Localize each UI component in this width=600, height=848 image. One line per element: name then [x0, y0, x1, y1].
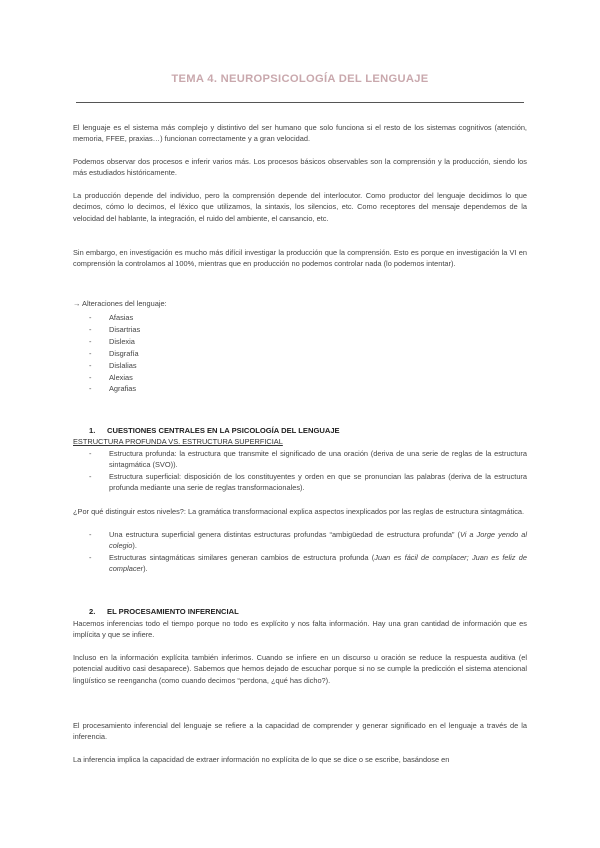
section-2-paragraph-4: La inferencia implica la capacidad de extraer información no explícita de lo que se dice o se escribe, basándose en — [73, 755, 450, 764]
section-1-heading — [89, 426, 340, 435]
section-1-title: CUESTIONES CENTRALES EN LA PSICOLOGÍA DEL LENGUAJE — [107, 426, 340, 435]
list-item — [89, 529, 527, 552]
example-1-italic: Vi a Jorge yendo al colegio — [109, 530, 527, 551]
section-2-title: EL PROCESAMIENTO INFERENCIAL — [107, 607, 239, 616]
section-1-number: 1. — [89, 426, 96, 435]
section-2-paragraph-1: Hacemos inferencias todo el tiempo porque no todo es explícito y nos falta información. Hay una gran cantidad de información que es implícita y que se infiere. — [73, 619, 527, 640]
list-item: - Alexias — [89, 372, 140, 384]
list-item: - Dislexia — [89, 336, 140, 348]
intro-paragraph-2: Podemos observar dos procesos e inferir varios más. Los procesos básicos observables son la comprensión y la producción, siendo los más estudiados históricamente. — [73, 157, 527, 178]
alteraciones-list — [89, 312, 140, 395]
list-item: - Agrafias — [89, 383, 140, 395]
example-2-end: ). — [143, 564, 148, 574]
intro-paragraph-1: El lenguaje es el sistema más complejo y distintivo del ser humano que solo funciona si el resto de los sistemas cognitivos (atención, memoria, FFEE, praxias…) funcionan correctamente y a gran velocidad. — [73, 123, 527, 144]
page-title: TEMA 4. NEUROPSICOLOGÍA DEL LENGUAJE — [171, 73, 429, 85]
alteraciones-intro: → Alteraciones del lenguaje: — [73, 299, 167, 308]
section-2-heading — [89, 607, 239, 616]
title-divider — [76, 102, 524, 103]
example-2-italic: Juan es fácil de complacer; Juan es feliz de complacer — [109, 552, 527, 574]
section-2-number: 2. — [89, 607, 96, 616]
intro-paragraph-3: La producción depende del individuo, pero la comprensión depende del interlocutor. Como productor del lenguaje decidimos lo que decimos, cómo lo decimos, el léxico que utilizamos, la sintaxis, los silencios, etc. Como receptores del mensaje dependemos de la velocidad del hablante, la integración, el ruido del ambiente, el cansancio, etc. — [73, 191, 527, 223]
example-1-text: Una estructura superficial genera distintas estructuras profundas “ambigüedad de estructura profunda” ( — [109, 530, 460, 539]
examples-list — [89, 529, 527, 575]
list-item: - Disgrafía — [89, 348, 140, 360]
list-item: - Afasias — [89, 312, 140, 324]
example-2-text: Estructuras sintagmáticas similares generan cambios de estructura profunda ( — [109, 552, 375, 562]
intro-paragraph-4: Sin embargo, en investigación es mucho más difícil investigar la producción que la comprensión. Esto es porque en investigación la VI en comprensión la controlamos al 100%, mientras que en producción no podemos controlar nada (lo podemos intentar). — [73, 248, 527, 269]
list-item: - Estructura superficial: disposición de los constituyentes y orden en que se pronuncian las palabras (deriva de la estructura profunda mediante una serie de reglas transformacionales). — [89, 471, 527, 494]
estructura-list — [89, 448, 527, 494]
list-item: - Dislalias — [89, 360, 140, 372]
section-2-paragraph-3: El procesamiento inferencial del lenguaje se refiere a la capacidad de comprender y generar significado en el lenguaje a través de la inferencia. — [73, 721, 527, 742]
list-item — [89, 552, 527, 575]
section-1-question: ¿Por qué distinguir estos niveles?: La gramática transformacional explica aspectos inexplicados por las reglas de estructura sintagmática. — [73, 507, 525, 516]
section-1-subheading: ESTRUCTURA PROFUNDA VS. ESTRUCTURA SUPERFICIAL — [73, 437, 283, 446]
section-2-paragraph-2: Incluso en la información explícita también inferimos. Cuando se infiere en un discurso u oración se reduce la respuesta auditiva (el potencial auditivo casi desaparece). Sabemos que hemos dejado de escuchar porque si no se cumple la predicción el sistema atencional lingüístico se reengancha (como cuando decimos “perdona, ¿qué has dicho?). — [73, 653, 527, 685]
list-item: - Estructura profunda: la estructura que transmite el significado de una oración (deriva de una serie de reglas de la estructura sintagmática (SVO)). — [89, 448, 527, 471]
example-1-end: ). — [132, 541, 137, 551]
list-item: - Disartrias — [89, 324, 140, 336]
